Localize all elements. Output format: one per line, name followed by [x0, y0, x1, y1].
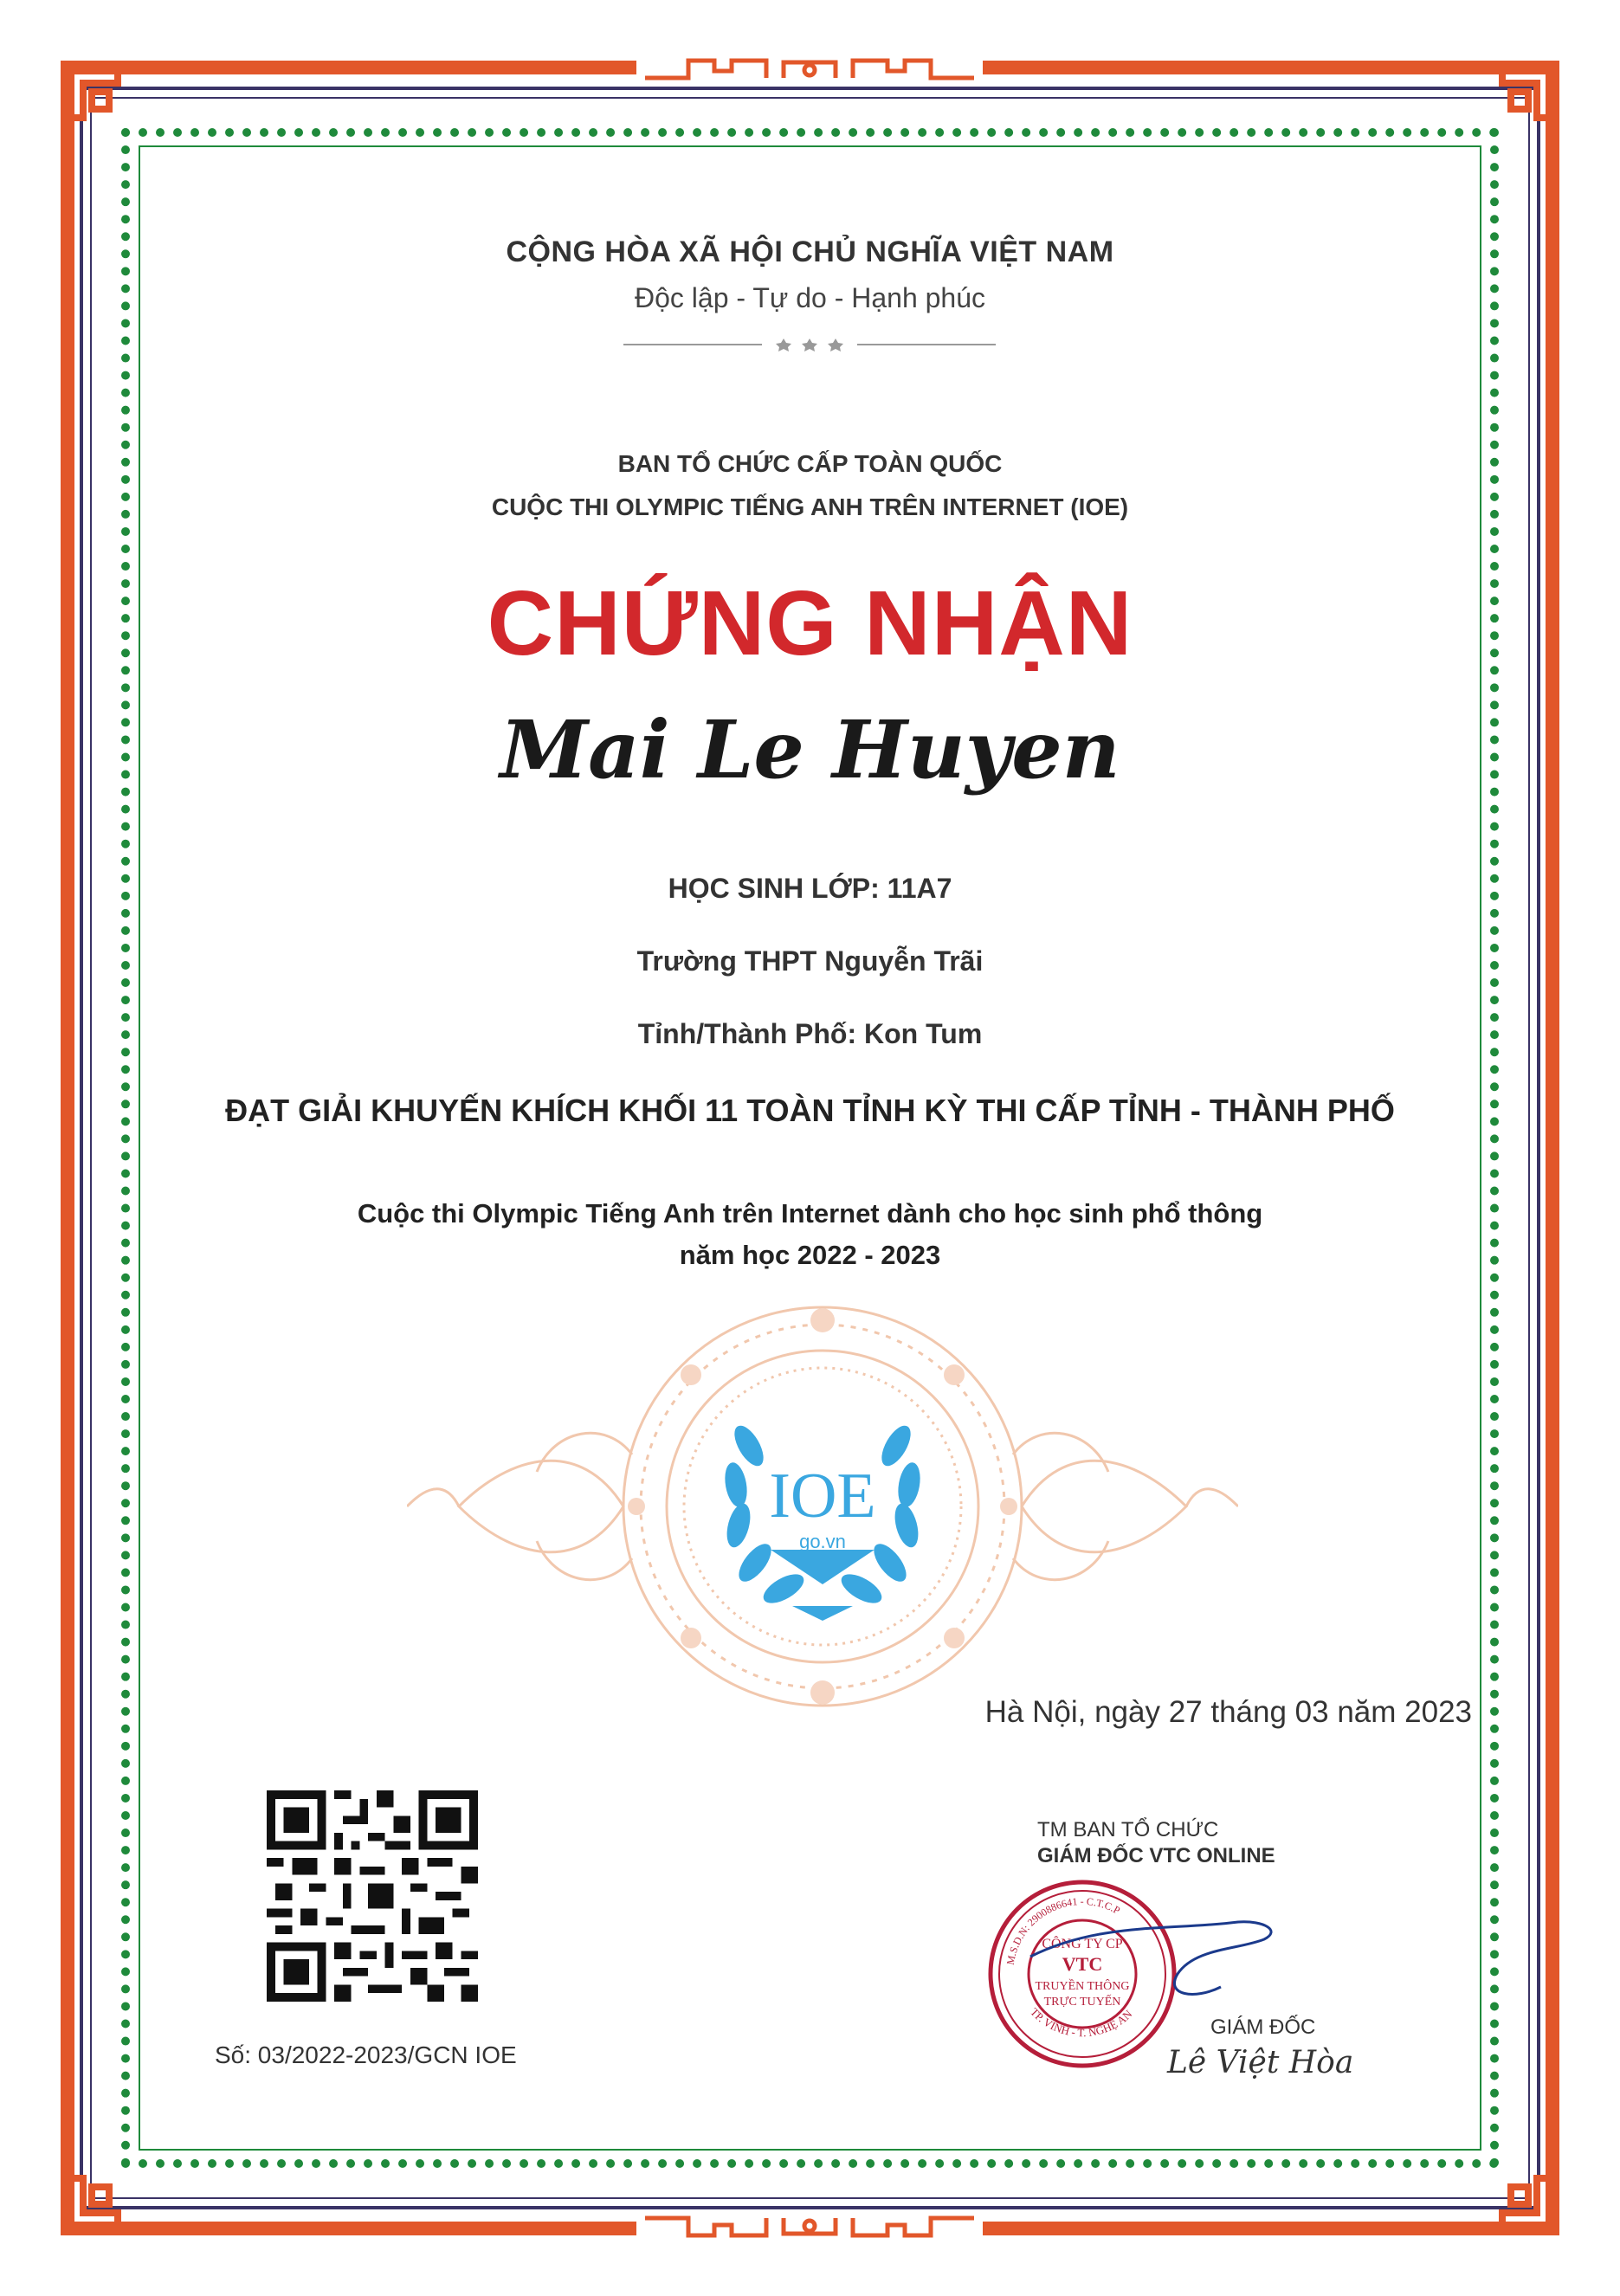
- contest-description: Cuộc thi Olympic Tiếng Anh trên Internet dành cho học sinh phổ thông: [357, 1198, 1263, 1229]
- organizer-line: CUỘC THI OLYMPIC TIẾNG ANH TRÊN INTERNET (IOE): [491, 493, 1129, 520]
- school-name: Trường THPT Nguyễn Trãi: [636, 945, 984, 977]
- province: Tỉnh/Thành Phố: Kon Tum: [637, 1018, 983, 1049]
- student-class: HỌC SINH LỚP: 11A7: [668, 873, 952, 904]
- nation-motto: Độc lập - Tự do - Hạnh phúc: [634, 282, 986, 313]
- signer-title: TM BAN TỔ CHỨC: [1037, 1818, 1219, 1841]
- certificate-title: CHỨNG NHẬN: [487, 572, 1133, 674]
- issue-date: Hà Nội, ngày 27 tháng 03 năm 2023: [984, 1695, 1472, 1729]
- signer-position: GIÁM ĐỐC VTC ONLINE: [1037, 1844, 1275, 1867]
- signer-name: Lê Việt Hòa: [1167, 2045, 1354, 2080]
- star-divider: [623, 334, 996, 355]
- nation-title: CỘNG HÒA XÃ HỘI CHỦ NGHĨA VIỆT NAM: [506, 235, 1114, 268]
- corner-ornament-icon: [1424, 2100, 1563, 2239]
- ioe-logo-text: IOE: [769, 1461, 876, 1532]
- school-year: năm học 2022 - 2023: [679, 1240, 941, 1270]
- corner-ornament-icon: [57, 2100, 196, 2239]
- award-text: ĐẠT GIẢI KHUYẾN KHÍCH KHỐI 11 TOÀN TỈNH KỲ THI CẤP TỈNH - THÀNH PHỐ: [225, 1093, 1395, 1128]
- svg-text:TRUYỀN THÔNG: TRUYỀN THÔNG: [1035, 1980, 1130, 1993]
- corner-ornament-icon: [57, 57, 196, 196]
- svg-text:VTC: VTC: [1062, 1953, 1103, 1975]
- svg-text:TRỰC TUYẾN: TRỰC TUYẾN: [1043, 1996, 1121, 2009]
- ioe-emblem: [407, 1299, 1238, 1714]
- recipient-name: Mai Le Huyen: [500, 703, 1120, 797]
- svg-text:CÔNG TY CP: CÔNG TY CP: [1042, 1937, 1123, 1951]
- corner-ornament-icon: [1424, 57, 1563, 196]
- organizer-line: BAN TỔ CHỨC CẤP TOÀN QUỐC: [617, 450, 1003, 477]
- signer-role: GIÁM ĐỐC: [1210, 2015, 1316, 2039]
- ioe-logo-subtext: go.vn: [799, 1531, 846, 1552]
- bottom-center-ornament-icon: [636, 2213, 983, 2242]
- certificate-number: Số: 03/2022-2023/GCN IOE: [215, 2041, 517, 2068]
- top-center-ornament-icon: [636, 54, 983, 83]
- qr-code-icon: [267, 1790, 478, 2002]
- svg-text:M.S.D.N: 2900886641 - C.T.C.P: M.S.D.N: 2900886641 - C.T.C.P: [1004, 1894, 1123, 1966]
- svg-text:TP. VINH - T. NGHỆ AN: TP. VINH - T. NGHỆ AN: [1028, 2005, 1135, 2040]
